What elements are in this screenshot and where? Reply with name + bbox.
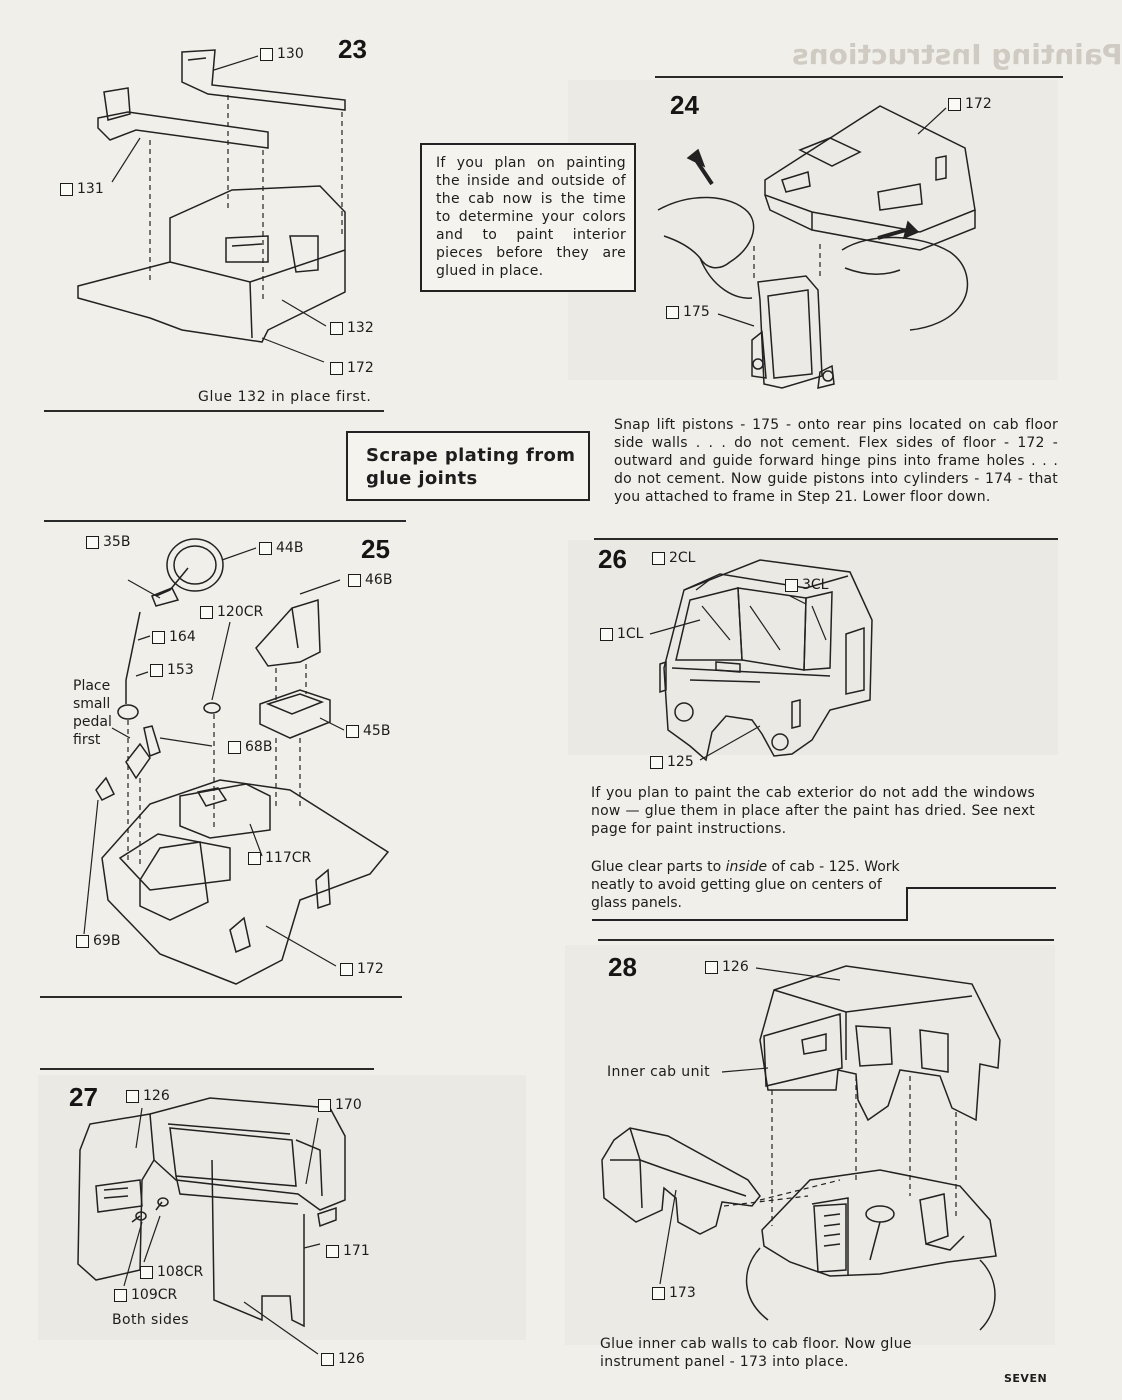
- bleed-through-panel: [568, 80, 1058, 380]
- step-24-caption: Snap lift pistons - 175 - onto rear pins located on cab floor side walls . . . do not cement. Flex sides of floor - 172 - outward and guide forward hinge pins into frame holes . . . do not cement. Now guide pistons into cylinders - 174 - that you attached to frame in Step 21. Lower floor down.: [614, 417, 1058, 505]
- part-108CR-label: 108CR: [140, 1264, 203, 1280]
- pedal-note: [73, 677, 112, 749]
- checkbox-icon[interactable]: [60, 183, 73, 196]
- bleed-through-panel: [565, 945, 1055, 1345]
- checkbox-icon[interactable]: [340, 963, 353, 976]
- scrape-line-2: glue joints: [366, 468, 478, 489]
- part-170-label: 170: [318, 1097, 362, 1113]
- step-28-number: 28: [608, 952, 637, 982]
- divider: [44, 520, 406, 522]
- caption-frame: [906, 887, 1056, 889]
- part-45B-label: 45B: [346, 723, 390, 739]
- part-172-label: 172: [948, 96, 992, 112]
- checkbox-icon[interactable]: [86, 536, 99, 549]
- part-120CR-label: 120CR: [200, 604, 263, 620]
- checkbox-icon[interactable]: [330, 322, 343, 335]
- checkbox-icon[interactable]: [228, 741, 241, 754]
- divider: [655, 76, 1063, 78]
- scrape-plating-box: [346, 431, 590, 501]
- caption-emphasis: inside: [725, 859, 768, 875]
- part-126-label: 126: [126, 1088, 170, 1104]
- page-label: SEVEN: [1004, 1372, 1048, 1385]
- part-164-label: 164: [152, 629, 196, 645]
- divider: [40, 996, 402, 998]
- inner-cab-unit-label: Inner cab unit: [607, 1064, 711, 1080]
- checkbox-icon[interactable]: [140, 1266, 153, 1279]
- part-125-label: 125: [650, 754, 694, 770]
- pedal-note-line: small: [73, 696, 111, 712]
- checkbox-icon[interactable]: [652, 1287, 665, 1300]
- checkbox-icon[interactable]: [200, 606, 213, 619]
- step-26-caption-2: [591, 858, 901, 912]
- part-130-label: 130: [260, 46, 304, 62]
- checkbox-icon[interactable]: [126, 1090, 139, 1103]
- caption-text: of cab - 125. Work neatly to avoid getting glue on centers of glass panels.: [591, 859, 900, 911]
- checkbox-icon[interactable]: [346, 725, 359, 738]
- pedal-note-line: first: [73, 732, 101, 748]
- step-26-caption-1: If you plan to paint the cab exterior do not add the windows now — glue them in place after the paint has dried. See next page for paint instructions.: [591, 785, 1035, 837]
- part-69B-label: 69B: [76, 933, 120, 949]
- step-25-number: 25: [361, 534, 390, 564]
- step-24-number: 24: [670, 90, 699, 120]
- checkbox-icon[interactable]: [326, 1245, 339, 1258]
- checkbox-icon[interactable]: [666, 306, 679, 319]
- checkbox-icon[interactable]: [114, 1289, 127, 1302]
- checkbox-icon[interactable]: [321, 1353, 334, 1366]
- pedal-note-line: Place: [73, 678, 111, 694]
- checkbox-icon[interactable]: [600, 628, 613, 641]
- part-2CL-label: 2CL: [652, 550, 695, 566]
- step-23-number: 23: [338, 34, 367, 64]
- divider: [598, 939, 1054, 941]
- part-3CL-label: 3CL: [785, 577, 828, 593]
- part-68B-label: 68B: [228, 739, 272, 755]
- checkbox-icon[interactable]: [348, 574, 361, 587]
- caption-frame: [906, 887, 908, 921]
- part-131-label: 131: [60, 181, 104, 197]
- part-46B-label: 46B: [348, 572, 392, 588]
- divider: [44, 410, 384, 412]
- bleed-through-panel: [568, 540, 1058, 755]
- checkbox-icon[interactable]: [152, 631, 165, 644]
- checkbox-icon[interactable]: [318, 1099, 331, 1112]
- part-173-label: 173: [652, 1285, 696, 1301]
- part-171-label: 171: [326, 1243, 370, 1259]
- part-172-label: 172: [340, 961, 384, 977]
- checkbox-icon[interactable]: [259, 542, 272, 555]
- step-27-number: 27: [69, 1082, 98, 1112]
- checkbox-icon[interactable]: [76, 935, 89, 948]
- painting-note-text: If you plan on painting the inside and outside of the cab now is the time to determine your colors and to paint interior pieces before they are glued in place.: [436, 155, 626, 279]
- scrape-line-1: Scrape plating from: [366, 445, 576, 466]
- part-44B-label: 44B: [259, 540, 303, 556]
- faded-header-title: Painting Instructions: [792, 38, 1122, 71]
- bleed-through-panel: [38, 1075, 526, 1340]
- part-126-label: 126: [321, 1351, 365, 1367]
- step-28-caption: Glue inner cab walls to cab floor. Now glue instrument panel - 173 into place.: [600, 1336, 912, 1370]
- step-23-caption: Glue 132 in place first.: [198, 389, 372, 405]
- divider: [40, 1068, 374, 1070]
- checkbox-icon[interactable]: [785, 579, 798, 592]
- part-175-label: 175: [666, 304, 710, 320]
- part-1CL-label: 1CL: [600, 626, 643, 642]
- part-109CR-label: 109CR: [114, 1287, 177, 1303]
- caption-frame: [592, 919, 908, 921]
- part-132-label: 132: [330, 320, 374, 336]
- part-35B-label: 35B: [86, 534, 130, 550]
- checkbox-icon[interactable]: [948, 98, 961, 111]
- part-153-label: 153: [150, 662, 194, 678]
- checkbox-icon[interactable]: [260, 48, 273, 61]
- checkbox-icon[interactable]: [705, 961, 718, 974]
- step-26-number: 26: [598, 544, 627, 574]
- checkbox-icon[interactable]: [650, 756, 663, 769]
- part-126-label: 126: [705, 959, 749, 975]
- part-117CR-label: 117CR: [248, 850, 311, 866]
- divider: [594, 538, 1058, 540]
- checkbox-icon[interactable]: [150, 664, 163, 677]
- checkbox-icon[interactable]: [330, 362, 343, 375]
- both-sides-note: Both sides: [112, 1312, 189, 1328]
- painting-note-box: [420, 143, 636, 292]
- part-172-label: 172: [330, 360, 374, 376]
- caption-text: Glue clear parts to: [591, 859, 726, 875]
- checkbox-icon[interactable]: [652, 552, 665, 565]
- checkbox-icon[interactable]: [248, 852, 261, 865]
- pedal-note-line: pedal: [73, 714, 112, 730]
